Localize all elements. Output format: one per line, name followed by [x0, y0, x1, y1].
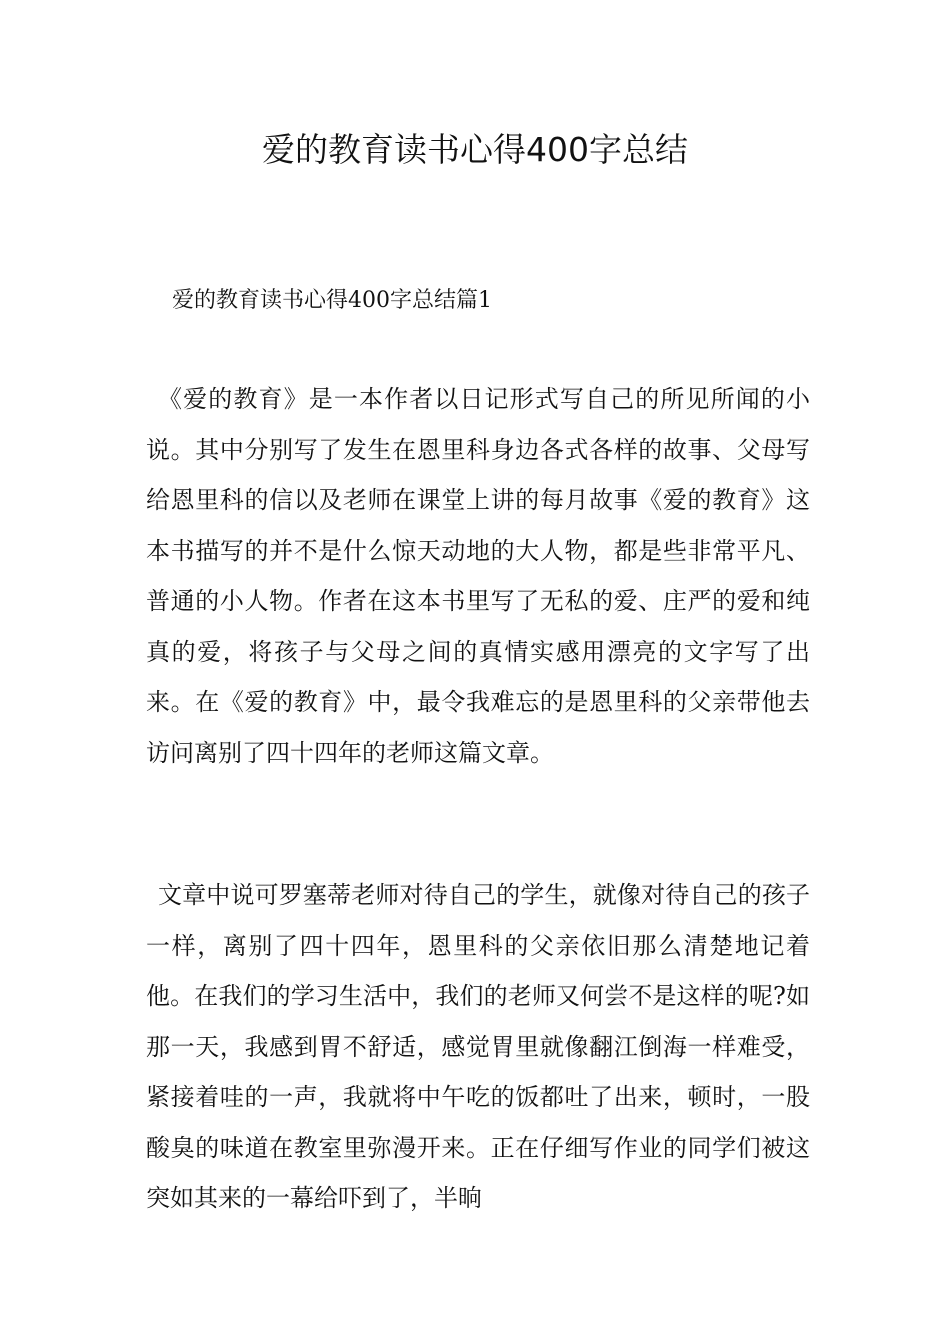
- paragraph: 文章中说可罗塞蒂老师对待自己的学生，就像对待自己的孩子一样，离别了四十四年，恩里科的父亲依旧那么清楚地记着他。在我们的学习生活中，我们的老师又何尝不是这样的呢?如那一天，我感到胃不舒适，感觉胃里就像翻江倒海一样难受，紧接着哇的一声，我就将中午吃的饭都吐了出来，顿时，一股酸臭的味道在教室里弥漫开来。正在仔细写作业的同学们被这突如其来的一幕给吓到了，半晌: [146, 881, 810, 1212]
- section-heading: 爱的教育读书心得400字总结篇1: [172, 288, 492, 313]
- paragraph: 《爱的教育》是一本作者以日记形式写自己的所见所闻的小说。其中分别写了发生在恩里科身边各式各样的故事、父母写给恩里科的信以及老师在课堂上讲的每月故事《爱的教育》这本书描写的并不是什么惊天动地的大人物，都是些非常平凡、普通的小人物。作者在这本书里写了无私的爱、庄严的爱和纯真的爱，将孩子与父母之间的真情实感用漂亮的文字写了出来。在《爱的教育》中，最令我难忘的是恩里科的父亲带他去访问离别了四十四年的老师这篇文章。: [146, 385, 810, 767]
- document-title: 爱的教育读书心得400字总结: [262, 130, 688, 169]
